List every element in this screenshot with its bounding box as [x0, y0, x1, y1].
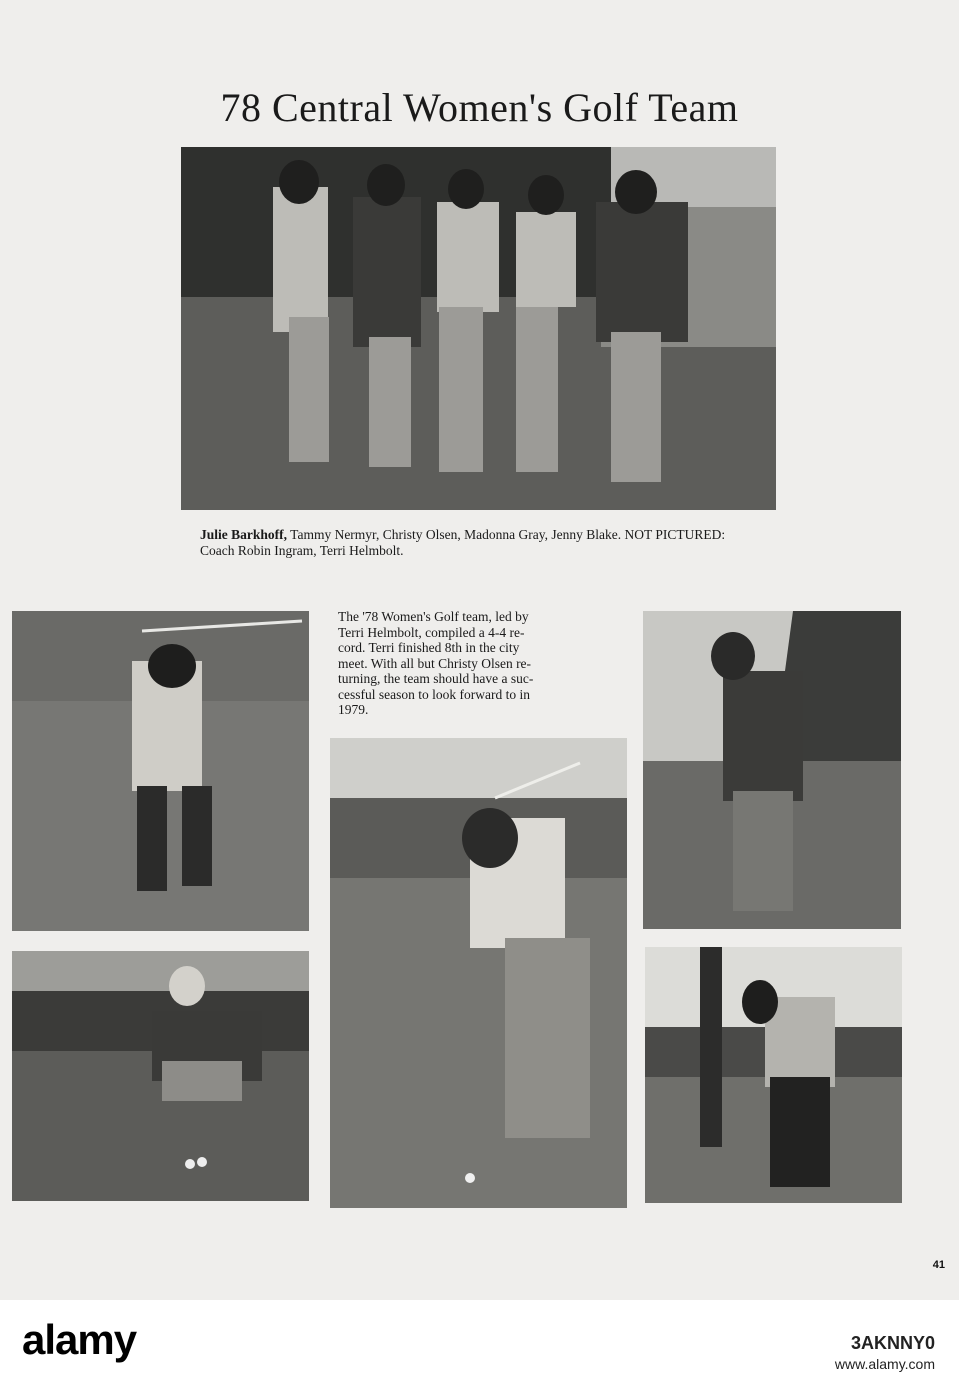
- caption-rest: Tammy Nermyr, Christy Olsen, Madonna Gray, Jenny Blake. NOT PICTURED: Coach Robin Ingram, Terri Helmbolt.: [200, 527, 726, 558]
- golfer-swing-photo-left: [12, 611, 309, 931]
- article-text: The '78 Women's Golf team, led by Terri Helmbolt, compiled a 4-4 re- cord. Terri finished 8th in the city meet. With all but Christy Olsen re- turning, the team should have a suc- cessful season to look forward to in 1979.: [338, 609, 534, 717]
- site-url[interactable]: www.alamy.com: [834, 1356, 935, 1372]
- golfer-drive-photo-center: [330, 738, 627, 1208]
- photo-caption: [200, 527, 740, 559]
- golfer-chip-photo-right: [645, 947, 902, 1203]
- page-number: 41: [932, 1259, 945, 1271]
- team-photo: [181, 147, 776, 510]
- page-title: 78 Central Women's Golf Team: [220, 85, 739, 130]
- image-id: 3AKNNY0: [850, 1333, 935, 1353]
- golfer-putting-photo: [12, 951, 309, 1201]
- image-id-block: [835, 1333, 935, 1372]
- watermark-footer: [0, 1300, 959, 1390]
- caption-names: Julie Barkhoff,: [200, 527, 288, 542]
- alamy-logo[interactable]: alamy: [22, 1316, 137, 1363]
- golfer-followthrough-photo: [643, 611, 901, 929]
